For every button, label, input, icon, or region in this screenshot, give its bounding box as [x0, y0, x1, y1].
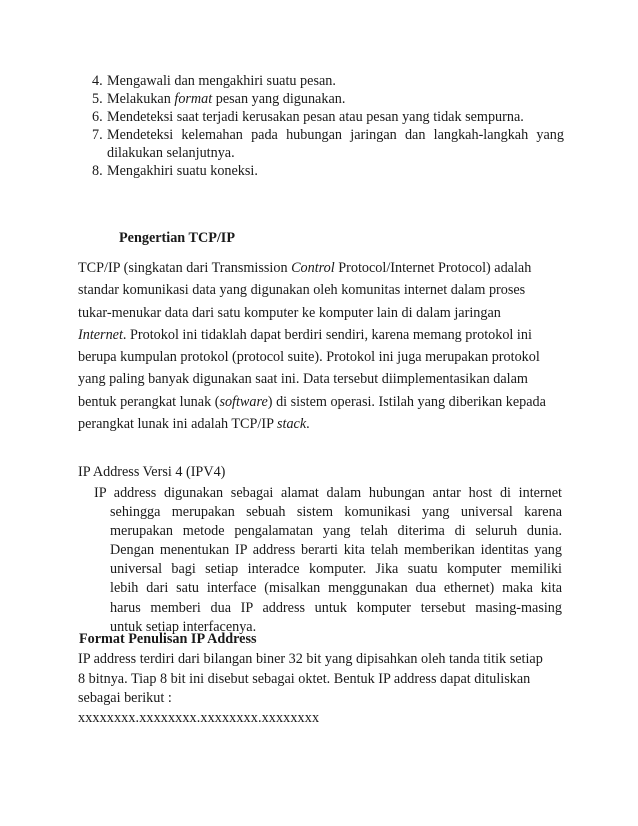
list-number: 4.: [92, 73, 103, 89]
text-run: Protocol/Internet Protocol) adalah: [334, 260, 532, 276]
paragraph-line: sebagai berikut :: [78, 690, 172, 706]
ipv4-title: IP Address Versi 4 (IPV4): [78, 464, 226, 480]
format-heading: Format Penulisan IP Address: [79, 631, 257, 647]
text-run: .: [306, 416, 310, 433]
list-item: [92, 108, 564, 126]
list-number: 8.: [92, 163, 103, 179]
paragraph-line: [78, 324, 560, 346]
text-run: bentuk perangkat lunak (: [78, 393, 220, 410]
list-text: Mengawali dan mengakhiri suatu pesan.: [107, 73, 336, 89]
paragraph-line: Dengan menentukan IP address berarti kita telah memberikan identitas yang: [110, 542, 562, 559]
paragraph-line: berupa kumpulan protokol (protocol suite). Protokol ini juga merupakan protokol: [78, 349, 540, 366]
list-item: [92, 72, 564, 90]
text-run: Melakukan: [107, 91, 175, 107]
text-run: pesan yang digunakan.: [212, 91, 346, 107]
text-run: . Protokol ini tidaklah dapat berdiri sendiri, karena memang protokol ini: [122, 326, 532, 343]
italic-term: format: [174, 91, 213, 107]
paragraph-line: [78, 391, 560, 413]
italic-term: software: [219, 393, 268, 410]
ip-format-pattern: xxxxxxxx.xxxxxxxx.xxxxxxxx.xxxxxxxx: [78, 709, 320, 726]
paragraph-line: [78, 257, 560, 279]
list-text: Mendeteksi kelemahan pada hubungan jaringan dan langkah-langkah yang: [107, 127, 564, 143]
format-paragraph: [78, 650, 568, 728]
list-number: 7.: [92, 127, 103, 143]
paragraph-line: yang paling banyak digunakan saat ini. Data tersebut diimplementasikan dalam: [78, 371, 528, 388]
paragraph-line: tukar-menukar data dari satu komputer ke komputer lain di dalam jaringan: [78, 304, 501, 321]
italic-term: Internet: [78, 326, 123, 343]
list-item: [92, 90, 564, 108]
italic-term: Control: [291, 260, 335, 276]
text-run: TCP/IP (singkatan dari Transmission: [78, 260, 292, 276]
paragraph-line: sehingga merupakan sebuah sistem komunikasi yang universal karena: [110, 504, 562, 521]
text-run: perangkat lunak ini adalah TCP/IP: [78, 416, 277, 433]
paragraph-line: [78, 413, 560, 435]
list-text: [107, 90, 564, 108]
tcp-paragraph: [78, 257, 560, 435]
tcp-heading: Pengertian TCP/IP: [119, 230, 235, 246]
list-item: [92, 162, 564, 180]
paragraph-line: merupakan metode pengalamatan yang telah diterima di seluruh dunia.: [110, 523, 562, 540]
list-text: Mengakhiri suatu koneksi.: [107, 163, 258, 179]
list-item: [92, 126, 564, 144]
text-run: ) di sistem operasi. Istilah yang diberikan kepada: [267, 393, 546, 410]
paragraph-indented-block: [94, 503, 562, 637]
list-number: 5.: [92, 91, 103, 107]
paragraph-line: untuk setiap interfacenya.: [110, 618, 257, 635]
paragraph-line: 8 bitnya. Tiap 8 bit ini disebut sebagai oktet. Bentuk IP address dapat dituliskan: [78, 670, 531, 687]
paragraph-line: universal bagi setiap interadce komputer. Jika suatu komputer memiliki: [110, 561, 562, 578]
paragraph-line: harus memberi dua IP address untuk komputer tersebut masing-masing: [110, 599, 562, 616]
paragraph-line: standar komunikasi data yang digunakan oleh komunitas internet dalam proses: [78, 282, 526, 299]
list-text-continuation: dilakukan selanjutnya.: [107, 145, 235, 161]
numbered-list: [92, 72, 564, 180]
paragraph-line: IP address digunakan sebagai alamat dalam hubungan antar host di internet: [94, 485, 562, 501]
ipv4-paragraph: [94, 484, 562, 637]
list-text: Mendeteksi saat terjadi kerusakan pesan atau pesan yang tidak sempurna.: [107, 109, 524, 125]
list-number: 6.: [92, 109, 103, 125]
paragraph-line: lebih dari satu interface (misalkan menggunakan dua ethernet) maka kita: [110, 580, 562, 597]
italic-term: stack: [276, 416, 307, 433]
paragraph-line: IP address terdiri dari bilangan biner 32 bit yang dipisahkan oleh tanda titik setiap: [78, 651, 543, 667]
